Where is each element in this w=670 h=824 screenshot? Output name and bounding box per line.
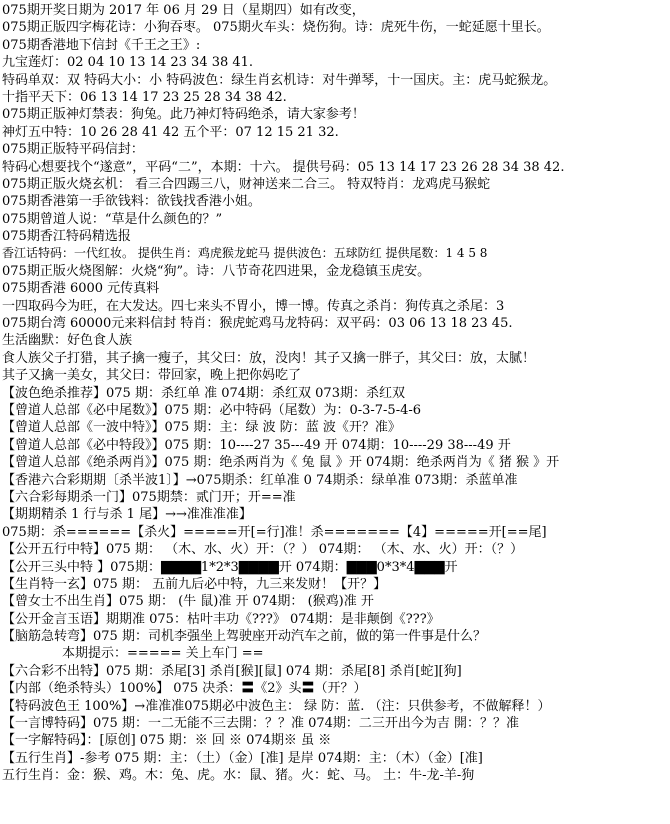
text-line: 其子又擒一美女，其父曰：带回家，晚上把你妈吃了 bbox=[2, 368, 302, 384]
text-line: 特码单双：双 特码大小：小 特码波色：绿生肖玄机诗：对牛弹琴，十一国庆。主：虎马蛇猴龙。 bbox=[2, 72, 557, 88]
text-line: 十指平天下：06 13 14 17 23 25 28 34 38 42. bbox=[2, 89, 287, 105]
text-line: 【公开金言玉语】期期准 075：枯叶丰功《???》 074期：是非颠倒《???》 bbox=[2, 611, 440, 627]
text-line: 特码心想要找个“遂意”，平码“二”，本期：十六。 提供号码：05 13 14 17 23 26 28 34 38 42. bbox=[2, 159, 565, 175]
text-line: 075期正版特平码信封： bbox=[2, 142, 144, 158]
text-line: 075期正版火烧图解：火烧“狗”。诗：八节奇花四进果，金龙稳镇玉虎安。 bbox=[2, 263, 431, 279]
text-line: 075期正版火烧玄机： 看三合四踢三八，财神送来二合三。 特双特肖：龙鸡虎马猴蛇 bbox=[2, 176, 491, 192]
text-line: 【特码波色王 100%】→准准准075期必中波色主： 绿 防：蓝. （注：只供参考，不做解释！） bbox=[2, 698, 551, 714]
text-line: 【曾道人总部《一波中特》】075 期：主：绿 波 防：蓝 波《开？准》 bbox=[2, 420, 401, 436]
text-line: 075期香港地下信封《千王之王》: bbox=[2, 37, 201, 53]
text-line: 075期曾道人说：“草是什么颜色的？” bbox=[2, 211, 223, 227]
text-line: 【曾道人总部《必中特段》】075 期：10----27 35---49 开 074期：10----29 38---49 开 bbox=[2, 437, 511, 453]
text-line: 【曾道人总部《必中尾数》】075 期：必中特码（尾数）为：0-3-7-5-4-6 bbox=[2, 402, 422, 418]
text-line: 本期提示：===== 关上车门 == bbox=[62, 646, 264, 662]
text-line: 【期期精杀 1 行与杀 1 尾】→→准准准准】 bbox=[2, 507, 252, 523]
text-line: 【曾道人总部《绝杀两肖》】075 期：绝杀两肖为《 兔 鼠 》开 074期：绝杀两肖为《 猪 猴 》开 bbox=[2, 455, 560, 471]
text-line: 【香港六合彩期期〔杀半波1〕】→075期杀：红单准 0 74期杀：绿单准 073期：杀蓝单准 bbox=[2, 472, 518, 488]
text-line: 【一字解特码】：[原创] 075 期：※ 回 ※ 074期※ 虽 ※ bbox=[2, 733, 332, 749]
text-line: 【公开三头中特 】075期：▇▇▇▇1*2*3▇▇▇▇开 074期：▇▇▇0*3*4▇▇▇开 bbox=[2, 559, 458, 575]
text-line: 075期：杀======【杀火】=====开[=行]准！杀=======【4】=====开[==尾] bbox=[2, 524, 547, 540]
text-line: 【曾女士不出生肖】075 期： (牛 鼠)准 开 074期： (猴鸡)准 开 bbox=[2, 594, 374, 610]
text-line: 神灯五中特：10 26 28 41 42 五个平：07 12 15 21 32. bbox=[2, 124, 339, 140]
text-line: 075期香港第一手欲钱料：欲钱找香港小姐。 bbox=[2, 194, 261, 210]
text-line: 【内部（绝杀特头）100%】 075 决杀：〓《2》头〓（开？） bbox=[2, 681, 367, 697]
text-line: 【五行生肖】-参考 075 期：主：（土）（金）[准] 是岸 074期：主：（木）（金）[准] bbox=[2, 750, 483, 766]
text-line: 【六合彩每期杀一门】075期禁：贰门开；开==准 bbox=[2, 489, 296, 505]
text-line: 【公开五行中特】075 期： （木、水、火）开：（？） 074期： （木、水、火）开：（？） bbox=[2, 542, 524, 558]
text-line: 075期正版神灯禁表：狗兔。此乃神灯特码绝杀，请大家参考！ bbox=[2, 107, 365, 123]
text-line: 075期香港 6000 元传真料 bbox=[2, 281, 160, 297]
text-line: 五行生肖：金：猴、鸡。木：兔、虎。水：鼠、猪。火：蛇、马。 土：牛-龙-羊-狗 bbox=[2, 768, 475, 784]
text-line: 【生肖特一玄】075 期： 五前九后必中特，九三来发财！【开？】 bbox=[2, 576, 387, 592]
text-line: 【波色绝杀推荐】075 期：杀红单 准 074期：杀红双 073期：杀红双 bbox=[2, 385, 405, 401]
text-line: 食人族父子打猎，其子擒一瘦子，其父曰：放，没肉！其子又擒一胖子，其父曰：放，太腻！ bbox=[2, 350, 536, 366]
text-line: 【六合彩不出特】075 期：杀尾[3] 杀肖[猴][鼠] 074 期：杀尾[8] 杀肖[蛇][狗] bbox=[2, 663, 462, 679]
text-line: 075期开奖日期为 2017 年 06 月 29 日（星期四）如有改变， bbox=[2, 3, 365, 18]
text-line: 香江话特码：一代红妆。 提供生肖：鸡虎猴龙蛇马 提供波色：五球防红 提供尾数：1 4 5 8 bbox=[2, 246, 488, 261]
text-line: 075期台湾 60000元来料信封 特肖：猴虎蛇鸡马龙特码：双平码：03 06 13 18 23 45. bbox=[2, 316, 513, 332]
text-line: 一四取码今为旺，在大发达。四七来头不胃小，博一博。传真之杀肖：狗传真之杀尾：3 bbox=[2, 298, 505, 314]
text-line: 生活幽默：好色食人族 bbox=[2, 333, 133, 349]
text-line: 075期正版四字梅花诗：小狗吞枣。 075期火车头：烧伤狗。诗：虎死牛伤，一蛇延愿十里长。 bbox=[2, 20, 550, 36]
text-line: 【脑筋急转弯】075 期：司机李强坐上驾驶座开动汽车之前，做的第一件事是什么？ bbox=[2, 629, 486, 645]
text-line: 九宝莲灯：02 04 10 13 14 23 34 38 41. bbox=[2, 55, 254, 71]
text-line: 075期香江特码精选报 bbox=[2, 229, 131, 245]
text-line: 【一言博特码】075 期：一二无能不三去開：？？准 074期：二三开出今为吉 開：？？准 bbox=[2, 716, 520, 732]
